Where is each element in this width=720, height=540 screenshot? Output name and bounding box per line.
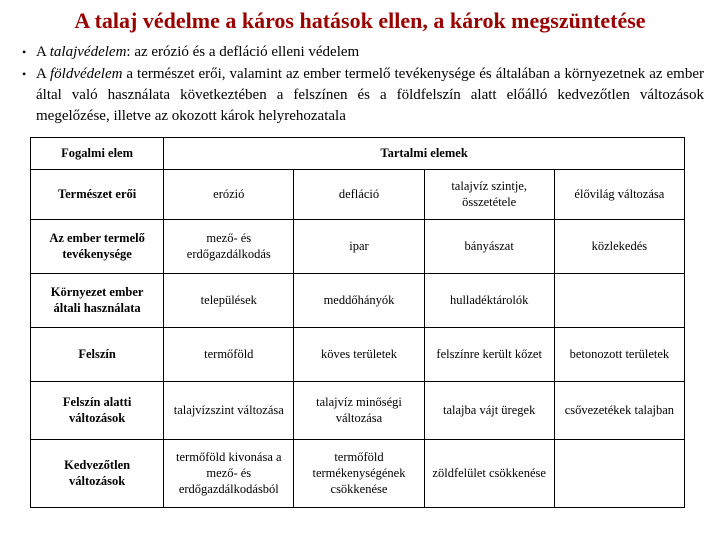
table-cell: közlekedés <box>554 220 684 274</box>
bullet-term-italic: talajvédelem <box>49 44 127 61</box>
table-row <box>31 170 685 220</box>
content-table <box>30 137 685 508</box>
bullet-item-foldvedelem <box>20 64 704 127</box>
table-header-concept: Fogalmi elem <box>31 138 164 170</box>
table-row <box>31 440 685 508</box>
table-cell: defláció <box>294 170 424 220</box>
table-cell: felszínre került kőzet <box>424 328 554 382</box>
table-cell: talajvíz minőségi változása <box>294 382 424 440</box>
bullet-item-talajvedelem <box>20 42 704 63</box>
bullet-text-post: : az erózió és a defláció elleni védelem <box>126 44 360 61</box>
table-cell: hulladéktárolók <box>424 274 554 328</box>
table-cell: települések <box>164 274 294 328</box>
table-header-row <box>31 138 685 170</box>
row-label: Felszín alatti változások <box>31 382 164 440</box>
bullet-term-italic: földvédelem <box>49 66 123 83</box>
table-cell: talajvízszint változása <box>164 382 294 440</box>
table-row <box>31 382 685 440</box>
row-label: Környezet ember általi használata <box>31 274 164 328</box>
table-cell: talajba vájt üregek <box>424 382 554 440</box>
row-label: Felszín <box>31 328 164 382</box>
table-cell: köves területek <box>294 328 424 382</box>
table-row <box>31 220 685 274</box>
table-cell: csővezetékek talajban <box>554 382 684 440</box>
table-cell: erózió <box>164 170 294 220</box>
slide-title: A talaj védelme a káros hatások ellen, a károk megszüntetése <box>74 8 646 33</box>
table-cell: élővilág változása <box>554 170 684 220</box>
table-row <box>31 328 685 382</box>
table-header-content: Tartalmi elemek <box>164 138 685 170</box>
table-cell: zöldfelület csökkenése <box>424 440 554 508</box>
table-cell: ipar <box>294 220 424 274</box>
bullet-text-pre: A <box>36 66 50 83</box>
table-cell <box>554 274 684 328</box>
row-label: Kedvezőtlen változások <box>31 440 164 508</box>
bullet-text-post: a természet erői, valamint az ember termelő tevékenysége és általában a környezetnek az ember által való használata következtében a felszínen és a földfelszín alatt előálló kedvezőtlen változások megelőzése, illetve az okozott károk helyrehozatala <box>36 66 704 125</box>
table-row <box>31 274 685 328</box>
table-cell <box>554 440 684 508</box>
table-cell: betonozott területek <box>554 328 684 382</box>
table-cell: bányászat <box>424 220 554 274</box>
table-cell: talajvíz szintje, összetétele <box>424 170 554 220</box>
row-label: Természet erői <box>31 170 164 220</box>
table-cell: meddőhányók <box>294 274 424 328</box>
table-cell: termőföld <box>164 328 294 382</box>
table-cell: mező- és erdőgazdálkodás <box>164 220 294 274</box>
table-cell: termőföld kivonása a mező- és erdőgazdálkodásból <box>164 440 294 508</box>
row-label: Az ember termelő tevékenysége <box>31 220 164 274</box>
bullet-text-pre: A <box>36 44 50 61</box>
bullet-list <box>20 42 704 127</box>
table-cell: termőföld termékenységének csökkenése <box>294 440 424 508</box>
